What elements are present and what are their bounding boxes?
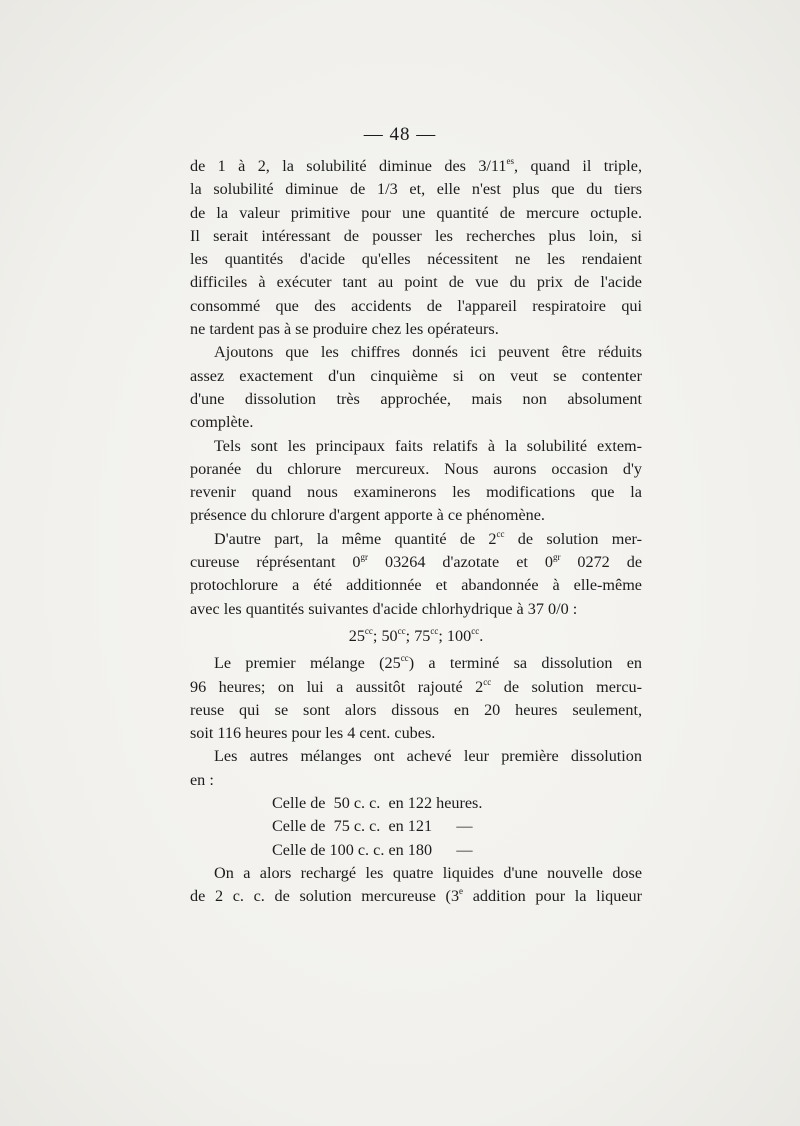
row-prep: en [388,840,404,859]
text-line: avec les quantités suivantes d'acide chlorhydrique à 37 0/0 : [190,599,578,618]
row-ditto: — [456,817,473,836]
text-line: protochlorure a été additionnée et abandonnée à elle-même [190,576,642,595]
row-prep: en [388,817,404,836]
table-row [190,792,642,815]
paragraph-6 [190,745,642,792]
text-line: soit 116 heures pour les 4 cent. cubes. [190,724,436,743]
text-line: de 2 c. c. de solution mercureuse (3e addition pour la liqueur [190,886,642,906]
text-line: Il serait intéressant de pousser les recherches plus loin, si [190,226,642,245]
paragraph-7 [190,862,642,909]
durations-table [190,792,642,862]
row-volume: 75 c. c. [333,817,381,836]
text-line: D'autre part, la même quantité de $2^{cc}$ de solution mer- [214,528,642,548]
text-line: présence du chlorure d'argent apporte à ce phénomène. [190,506,545,525]
text-line: en : [190,770,214,789]
page-number: — 48 — [363,124,437,145]
text-line: 96 heures; on lui a aussitôt rajouté $2^{cc}$ de solution mercu- [190,676,642,696]
quantities-line: $25^{cc}$; $50^{cc}$; $75^{cc}$; $100^{cc}$. [348,625,484,645]
row-volume: 50 c. c. [333,794,381,813]
text-line: Tels sont les principaux faits relatifs à la solubilité extem- [214,436,642,455]
text-line: la solubilité diminue de 1/3 et, elle n'est plus que du tiers [190,180,642,199]
text-line: de la valeur primitive pour une quantité de mercure octuple. [190,203,642,222]
text-line: Ajoutons que les chiffres donnés ici peuvent être réduits [214,343,642,362]
text-line: complète. [190,413,254,432]
row-label: Celle de [272,840,326,859]
text-line: difficiles à exécuter tant au point de vue du prix de l'acide [190,273,642,292]
paragraph-5 [190,652,642,745]
paragraph-1 [190,155,642,341]
text-line: consommé que des accidents de l'appareil respiratoire qui [190,296,642,315]
paragraph-3 [190,435,642,528]
text-line: Le premier mélange $(25^{cc})$ a terminé sa dissolution en [214,653,642,673]
row-time: 121 [407,817,433,836]
text-line: reuse qui se sont alors dissous en 20 heures seulement, [190,700,642,719]
text-line: Les autres mélanges ont achevé leur première dissolution [214,747,642,766]
text-line: ne tardent pas à se produire chez les opérateurs. [190,320,499,339]
table-row [190,839,642,862]
row-label: Celle de [272,794,326,813]
row-time: 122 heures. [407,794,483,813]
text-line: de 1 à 2, la solubilité diminue des $3/11^{es}$, quand il triple, [190,156,642,175]
row-prep: en [388,794,404,813]
row-volume: 100 c. c. [329,840,385,859]
text-line: poranée du chlorure mercureux. Nous aurons occasion d'y [190,459,642,478]
text-line: cureuse réprésentant $0^{gr}$ 03264 d'azotate et $0^{gr}$ 0272 de [190,552,642,572]
text-line: revenir quand nous examinerons les modifications que la [190,483,642,502]
body-text [190,155,642,909]
row-label: Celle de [272,817,326,836]
text-line: les quantités d'acide qu'elles nécessitent ne les rendaient [190,250,642,269]
row-ditto: — [456,840,473,859]
text-line: assez exactement d'un cinquième si on veut se contenter [190,366,642,385]
row-time: 180 [407,840,433,859]
text-line: d'une dissolution très approchée, mais non absolument [190,389,642,408]
text-line: On a alors rechargé les quatre liquides d'une nouvelle dose [214,863,642,882]
table-row [190,815,642,838]
paragraph-2 [190,341,642,434]
paragraph-4 [190,528,642,621]
